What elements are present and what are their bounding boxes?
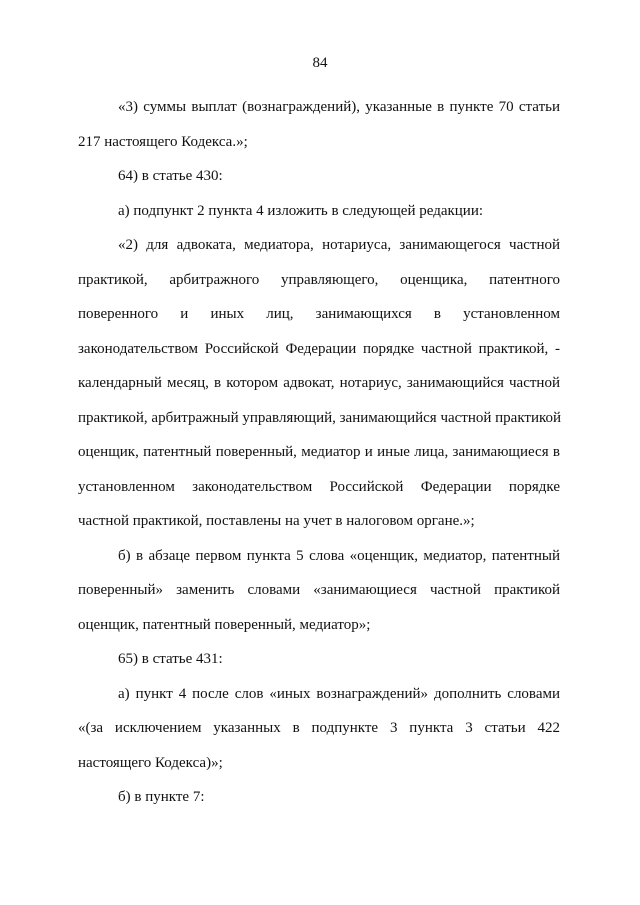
text-line: частной практикой, поставлены на учет в налоговом органе.»; [78,513,475,529]
text-line: установленном законодательством Российской Федерации порядке [78,478,560,495]
text-line: 65) в статье 431: [118,651,223,667]
text-line: календарный месяц, в котором адвокат, нотариус, занимающийся частной [78,375,560,391]
text-line: практикой, арбитражный управляющий, занимающийся частной практикой [78,409,562,426]
paragraph-item-64 [78,159,560,194]
paragraph-subitem-a-431 [78,677,560,781]
text-line: поверенный» заменить словами «занимающиеся частной практикой [78,582,560,598]
text-line: «2) для адвоката, медиатора, нотариуса, занимающегося частной [118,237,560,253]
text-line: законодательством Российской Федерации порядке частной практикой, - [78,340,560,357]
paragraph-subitem-b-431 [78,780,560,815]
paragraph-subitem-b-430 [78,539,560,643]
text-line: б) в абзаце первом пункта 5 слова «оценщик, медиатор, патентный [118,547,560,564]
paragraph-subitem-a-430 [78,194,560,229]
text-line: поверенного и иных лиц, занимающихся в установленном [78,306,560,322]
text-line: оценщик, патентный поверенный, медиатор и иные лица, занимающиеся в [78,444,560,460]
page-number: 84 [312,55,328,71]
text-line: настоящего Кодекса)»; [78,754,223,771]
text-line: оценщик, патентный поверенный, медиатор»; [78,616,371,633]
text-line: а) подпункт 2 пункта 4 изложить в следующей редакции: [118,202,484,219]
paragraph-item-3-amounts [78,90,560,159]
paragraph-item-65 [78,642,560,677]
text-line: 64) в статье 430: [118,168,223,184]
text-line: «(за исключением указанных в подпункте 3 пункта 3 статьи 422 [78,720,560,736]
document-body [78,90,560,815]
text-line: «3) суммы выплат (вознаграждений), указанные в пункте 70 статьи [118,99,560,115]
text-line: б) в пункте 7: [118,789,205,805]
paragraph-quoted-subitem-2 [78,228,560,539]
text-line: практикой, арбитражного управляющего, оценщика, патентного [78,271,560,288]
text-line: а) пункт 4 после слов «иных вознаграждений» дополнить словами [118,685,560,702]
text-line: 217 настоящего Кодекса.»; [78,133,248,150]
